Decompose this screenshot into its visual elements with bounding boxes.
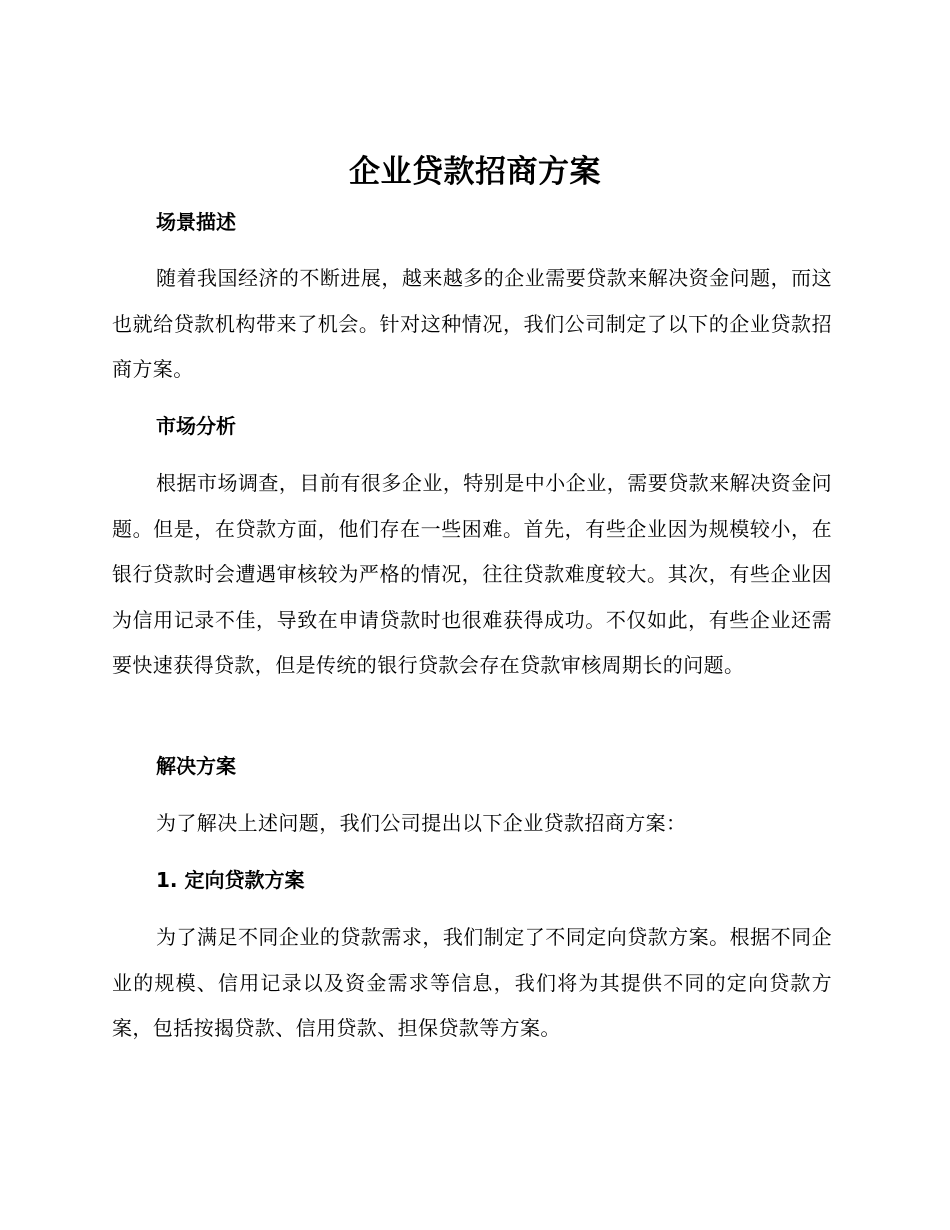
section-paragraph-solution: 为了解决上述问题，我们公司提出以下企业贷款招商方案： bbox=[156, 811, 687, 835]
section-heading-market: 市场分析 bbox=[156, 414, 236, 438]
section-paragraph-scene: 随着我国经济的不断进展，越来越多的企业需要贷款来解决资金问题，而这也就给贷款机构带来了机会。针对这种情况，我们公司制定了以下的企业贷款招商方案。 bbox=[112, 266, 832, 381]
section-paragraph-market: 根据市场调查，目前有很多企业，特别是中小企业，需要贷款来解决资金问题。但是，在贷款方面，他们存在一些困难。首先，有些企业因为规模较小，在银行贷款时会遭遇审核较为严格的情况，往往贷款难度较大。其次，有些企业因为信用记录不佳，导致在申请贷款时也很难获得成功。不仅如此，有些企业还需要快速获得贷款，但是传统的银行贷款会存在贷款审核周期长的问题。 bbox=[112, 471, 832, 677]
section-heading-solution: 解决方案 bbox=[156, 754, 236, 778]
section-paragraph-directed-loan: 为了满足不同企业的贷款需求，我们制定了不同定向贷款方案。根据不同企业的规模、信用记录以及资金需求等信息，我们将为其提供不同的定向贷款方案，包括按揭贷款、信用贷款、担保贷款等方案。 bbox=[112, 925, 832, 1040]
document-title: 企业贷款招商方案 bbox=[349, 154, 601, 190]
section-heading-scene: 场景描述 bbox=[156, 210, 236, 234]
section-heading-directed-loan: 1. 定向贷款方案 bbox=[156, 868, 305, 892]
